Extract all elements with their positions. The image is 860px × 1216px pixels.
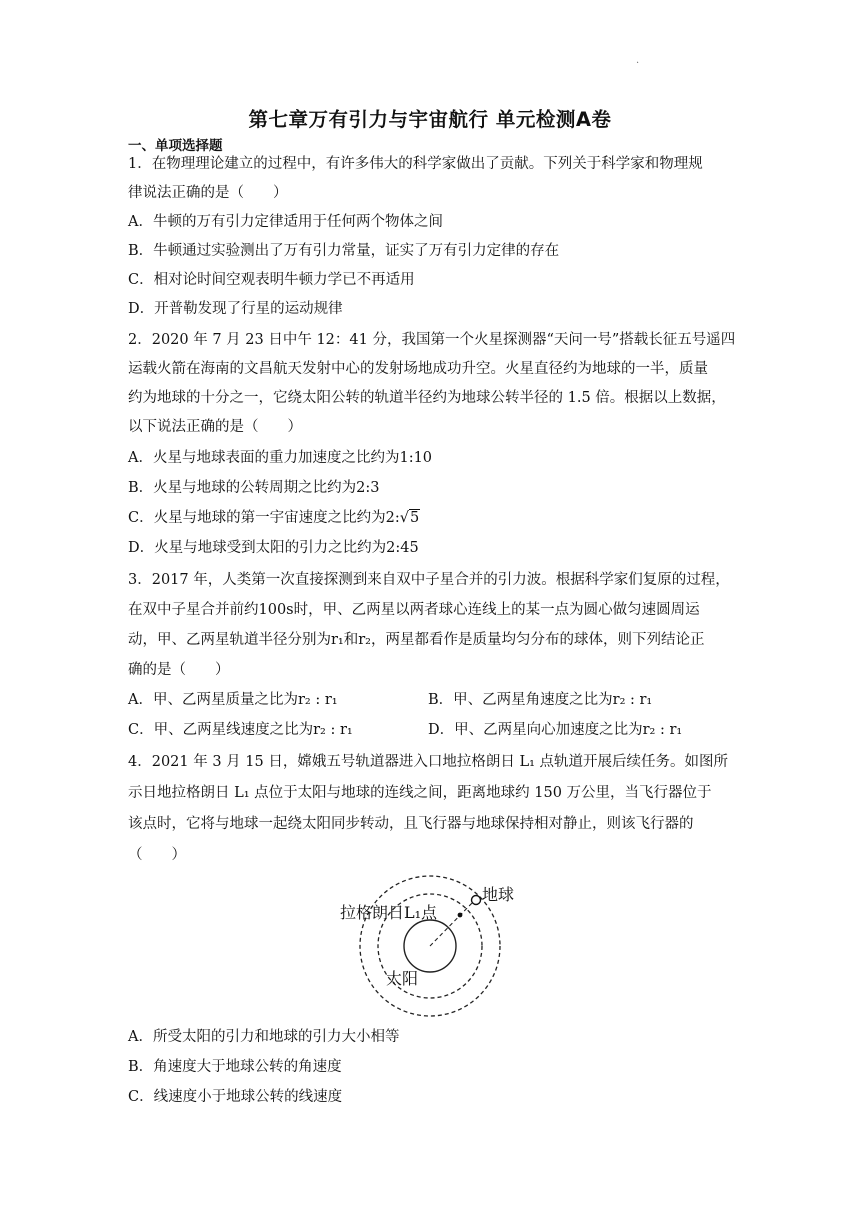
q3-stem-line-1: 3．2017 年，人类第一次直接探测到来自双中子星合并的引力波。根据科学家们复原的过程， — [128, 572, 730, 588]
q3-option-c: C．甲、乙两星线速度之比为r₂ : r₁ — [128, 722, 353, 738]
label-l1: 拉格朗日L₁点 — [340, 903, 438, 922]
q2-option-c-text: C．火星与地球的第一宇宙速度之比约为2: — [128, 510, 400, 526]
q1-option-d: D．开普勒发现了行星的运动规律 — [128, 301, 343, 317]
q3-option-d: D．甲、乙两星向心加速度之比为r₂ : r₁ — [428, 722, 683, 738]
q2-stem-line-4: 以下说法正确的是（ ） — [128, 419, 302, 435]
q2-option-c-radicand: 5 — [409, 510, 420, 526]
q2-stem-line-1: 2．2020 年 7 月 23 日中午 12：41 分，我国第一个火星探测器“天问一号”搭载长征五号遥四 — [128, 332, 736, 348]
q2-option-d: D．火星与地球受到太阳的引力之比约为2:45 — [128, 540, 419, 556]
header-mark: · — [636, 58, 640, 69]
q2-stem-line-2: 运载火箭在海南的文昌航天发射中心的发射场地成功升空。火星直径约为地球的一半，质量 — [128, 361, 708, 377]
q2-option-c — [128, 508, 420, 528]
label-sun: 太阳 — [386, 969, 419, 988]
q4-option-c: C．线速度小于地球公转的线速度 — [128, 1089, 343, 1105]
l1-point — [458, 913, 463, 918]
q1-option-c: C．相对论时间空观表明牛顿力学已不再适用 — [128, 272, 415, 288]
q3-option-b: B．甲、乙两星角速度之比为r₂ : r₁ — [428, 692, 653, 708]
q2-option-b: B．火星与地球的公转周期之比约为2:3 — [128, 480, 380, 496]
page-title: 第七章万有引力与宇宙航行 单元检测A卷 — [248, 108, 612, 131]
earth-circle — [472, 896, 481, 905]
q1-option-a: A．牛顿的万有引力定律适用于任何两个物体之间 — [128, 214, 443, 230]
q4-option-b: B．角速度大于地球公转的角速度 — [128, 1059, 342, 1075]
q4-stem-line-4: （ ） — [128, 847, 186, 863]
q3-stem-line-2: 在双中子星合并前约100s时，甲、乙两星以两者球心连线上的某一点为圆心做匀速圆周运 — [128, 602, 700, 618]
q3-option-a: A．甲、乙两星质量之比为r₂ : r₁ — [128, 692, 338, 708]
q1-stem-line-1: 1．在物理理论建立的过程中，有许多伟大的科学家做出了贡献。下列关于科学家和物理规 — [128, 156, 703, 172]
q4-stem-line-1: 4．2021 年 3 月 15 日，嫦娥五号轨道器进入口地拉格朗日 L₁ 点轨道开展后续任务。如图所 — [128, 754, 729, 770]
section-heading: 一、单项选择题 — [128, 138, 223, 154]
q3-stem-line-3: 动，甲、乙两星轨道半径分别为r₁和r₂，两星都看作是质量均匀分布的球体，则下列结论正 — [128, 632, 705, 648]
q4-option-a: A．所受太阳的引力和地球的引力大小相等 — [128, 1029, 400, 1045]
q1-stem-line-2: 律说法正确的是（ ） — [128, 185, 288, 201]
lagrange-diagram — [330, 870, 530, 1020]
q3-stem-line-4: 确的是（ ） — [128, 662, 230, 678]
q4-stem-line-2: 示日地拉格朗日 L₁ 点位于太阳与地球的连线之间，距离地球约 150 万公里，当飞行器位于 — [128, 785, 712, 801]
q2-option-a: A．火星与地球表面的重力加速度之比约为1:10 — [128, 450, 433, 466]
q4-stem-line-3: 该点时，它将与地球一起绕太阳同步转动，且飞行器与地球保持相对静止，则该飞行器的 — [128, 816, 694, 832]
label-earth: 地球 — [482, 885, 515, 904]
q2-stem-line-3: 约为地球的十分之一，它绕太阳公转的轨道半径约为地球公转半径的 1.5 倍。根据以上数据， — [128, 390, 726, 406]
sqrt-symbol: √5 — [399, 510, 420, 526]
q1-option-b: B．牛顿通过实验测出了万有引力常量，证实了万有引力定律的存在 — [128, 243, 560, 259]
